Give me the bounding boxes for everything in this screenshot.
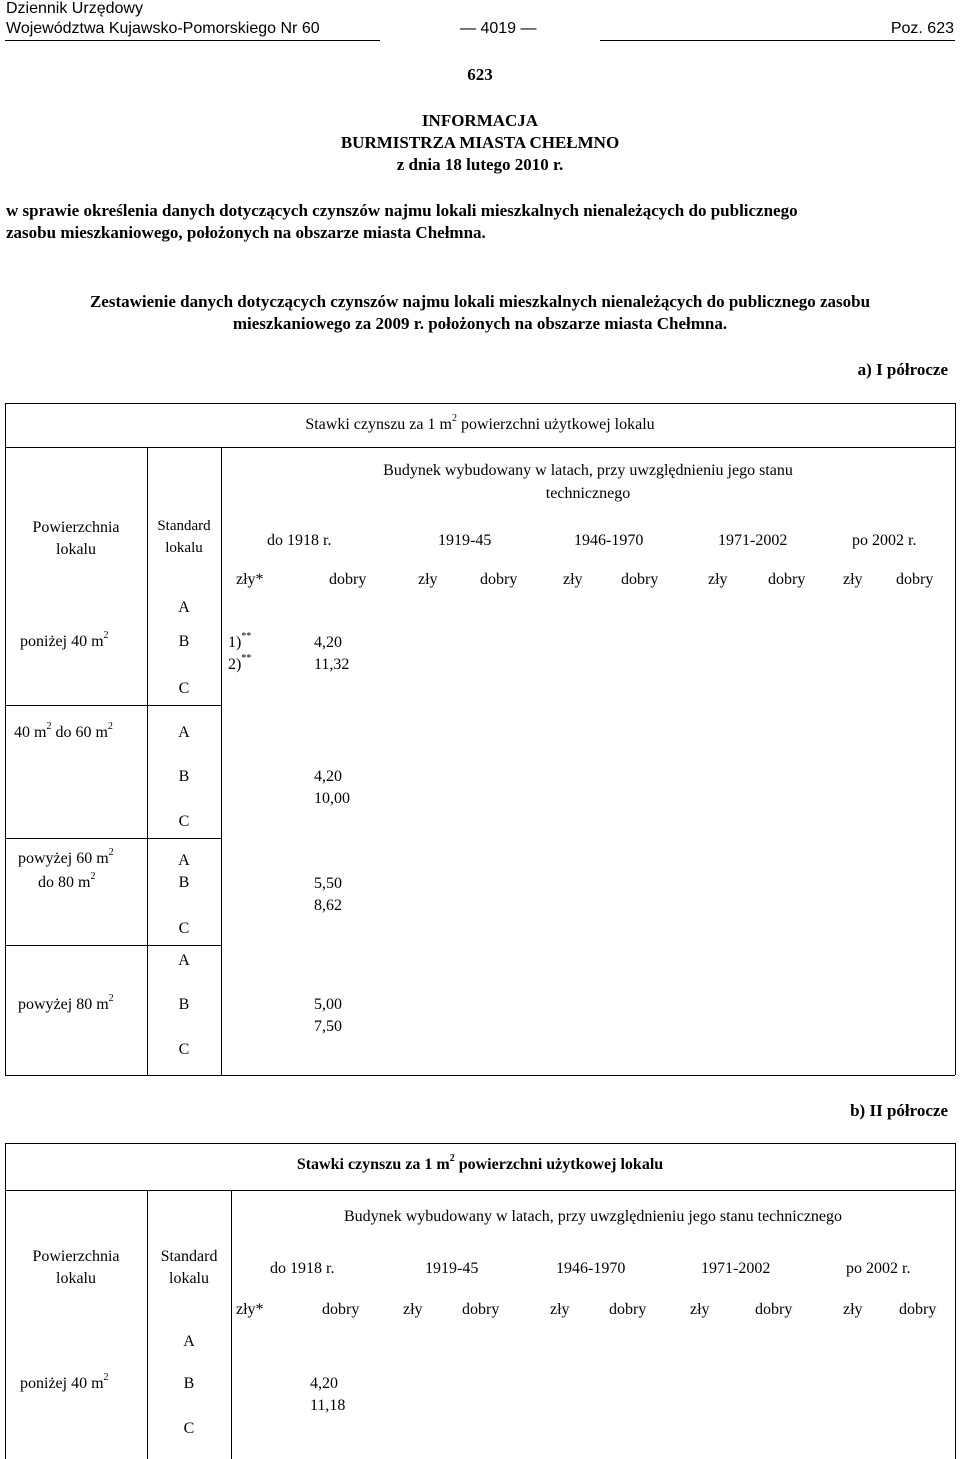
t1-period-4: 1971-2002 xyxy=(718,532,788,549)
t1-period-2: 1919-45 xyxy=(438,532,492,549)
t1-col-area-line1: Powierzchnia xyxy=(32,519,120,536)
t1-condition-3: zły xyxy=(418,571,438,588)
summary-line-2: mieszkaniowego za 2009 r. położonych na obszarze miasta Chełmna. xyxy=(232,314,728,333)
t1-row2-value-b: 4,20 xyxy=(314,768,342,785)
t1-standard-divider xyxy=(221,447,222,1075)
t1-row4-standard-c: C xyxy=(178,1041,190,1058)
t1-row2-standard-b: B xyxy=(178,768,190,785)
t1-col-area-line2: lokalu xyxy=(56,541,96,558)
t1-row4-area: powyżej 80 $m^2$ xyxy=(18,993,114,1013)
t1-row4-standard-b: B xyxy=(178,996,190,1013)
t1-row1-area: poniżej 40 $m^2$ xyxy=(20,630,109,650)
t2-condition-7: zły xyxy=(690,1301,710,1318)
t1-left-border xyxy=(5,403,6,1075)
t2-standard-divider xyxy=(231,1190,232,1459)
t1-building-header-line1: Budynek wybudowany w latach, przy uwzględnieniu jego stanu xyxy=(383,462,793,479)
t1-period-1: do 1918 r. xyxy=(267,532,332,549)
t1-row1-standard-c: C xyxy=(178,680,190,697)
t1-col-standard-line2: lokalu xyxy=(165,540,203,556)
t1-row1-standard-b: B xyxy=(178,633,190,650)
t1-row3-area-line2: do 80 $m^2$ xyxy=(38,871,96,891)
document-date: z dnia 18 lutego 2010 r. xyxy=(396,155,564,174)
t2-period-5: po 2002 r. xyxy=(846,1260,911,1277)
t1-row2-standard-c: C xyxy=(178,813,190,830)
t1-top-border xyxy=(5,403,955,404)
t1-col-standard-line1: Standard xyxy=(157,518,211,534)
t1-condition-4: dobry xyxy=(480,571,518,588)
t2-row1-standard-a: A xyxy=(183,1333,195,1350)
t2-period-1: do 1918 r. xyxy=(270,1260,335,1277)
t1-row3-divider xyxy=(5,945,221,946)
t1-row1-value-c: 11,32 xyxy=(314,656,350,673)
t2-top-border xyxy=(5,1143,955,1144)
t2-condition-2: dobry xyxy=(322,1301,360,1318)
t2-col-area-line1: Powierzchnia xyxy=(32,1248,120,1265)
t2-area-divider xyxy=(147,1190,148,1459)
t2-period-4: 1971-2002 xyxy=(701,1260,771,1277)
t2-building-header: Budynek wybudowany w latach, przy uwzględnieniu jego stanu technicznego xyxy=(343,1208,843,1225)
page-number: — 4019 — xyxy=(460,20,537,37)
t1-row3-standard-a: A xyxy=(178,852,190,869)
t1-row2-value-c: 10,00 xyxy=(314,790,350,807)
t1-row4-value-b: 5,00 xyxy=(314,996,342,1013)
t1-row3-area-line1: powyżej 60 $m^2$ xyxy=(18,847,114,867)
t1-row3-value-b: 5,50 xyxy=(314,875,342,892)
t2-condition-5: zły xyxy=(550,1301,570,1318)
t1-row3-value-c: 8,62 xyxy=(314,897,342,914)
t2-row1-value-c: 11,18 xyxy=(310,1397,346,1414)
t2-row1-standard-b: B xyxy=(183,1375,195,1392)
t2-condition-8: dobry xyxy=(755,1301,793,1318)
t2-condition-10: dobry xyxy=(899,1301,937,1318)
t1-row2-standard-a: A xyxy=(178,724,190,741)
t1-condition-10: dobry xyxy=(896,571,934,588)
t1-period-3: 1946-1970 xyxy=(574,532,644,549)
t1-row2-area: 40 $m^2$ do 60 $m^2$ xyxy=(14,721,113,741)
t1-condition-7: zły xyxy=(708,571,728,588)
document-issuer: BURMISTRZA MIASTA CHEŁMNO xyxy=(340,133,620,152)
t1-note-1: 1)** xyxy=(228,631,252,651)
t1-row1-value-b: 4,20 xyxy=(314,634,342,651)
t1-condition-5: zły xyxy=(563,571,583,588)
t1-right-border xyxy=(955,403,956,1075)
t2-col-area-line2: lokalu xyxy=(56,1270,96,1287)
t2-condition-4: dobry xyxy=(462,1301,500,1318)
subject-line-1: w sprawie określenia danych dotyczących czynszów najmu lokali mieszkalnych nienależących do publicznego xyxy=(6,201,798,220)
t1-row4-value-c: 7,50 xyxy=(314,1018,342,1035)
t2-condition-9: zły xyxy=(843,1301,863,1318)
t2-condition-1: zły* xyxy=(236,1301,264,1318)
document-title: INFORMACJA xyxy=(421,111,539,130)
t2-period-2: 1919-45 xyxy=(425,1260,479,1277)
t1-note-2: 2)** xyxy=(228,653,252,673)
t1-bottom-border xyxy=(5,1075,955,1076)
t2-row1-value-b: 4,20 xyxy=(310,1375,338,1392)
t2-col-standard-line1: Standard xyxy=(160,1248,218,1265)
t1-condition-1: zły* xyxy=(236,571,264,588)
position-number: Poz. 623 xyxy=(890,20,954,37)
t2-condition-6: dobry xyxy=(609,1301,647,1318)
t1-row3-standard-c: C xyxy=(178,920,190,937)
t1-row4-standard-a: A xyxy=(178,952,190,969)
publication-title-line2: Województwa Kujawsko-Pomorskiego Nr 60 xyxy=(6,20,320,37)
t2-condition-3: zły xyxy=(403,1301,423,1318)
subject-line-2: zasobu mieszkaniowego, położonych na obszarze miasta Chełmna. xyxy=(6,223,486,242)
t1-condition-9: zły xyxy=(843,571,863,588)
t2-row1-area: poniżej 40 $m^2$ xyxy=(20,1372,109,1392)
section-label-second-half: b) II półrocze xyxy=(850,1101,948,1120)
t2-col-standard-line2: lokalu xyxy=(169,1270,209,1287)
t1-row1-divider xyxy=(5,705,221,706)
t1-row3-standard-b: B xyxy=(178,874,190,891)
t1-building-header-line2: technicznego xyxy=(545,485,631,502)
section-label-first-half: a) I półrocze xyxy=(857,360,948,379)
publication-title-line1: Dziennik Urzędowy xyxy=(6,0,143,17)
header-rule-gap xyxy=(380,39,600,42)
t1-condition-2: dobry xyxy=(329,571,367,588)
t1-condition-6: dobry xyxy=(621,571,659,588)
t2-left-border xyxy=(5,1143,6,1459)
t1-caption: Stawki czynszu za 1 $m^2$ powierzchni użytkowej lokalu xyxy=(305,413,655,433)
t2-right-border xyxy=(955,1143,956,1459)
summary-line-1: Zestawienie danych dotyczących czynszów najmu lokali mieszkalnych nienależących do publicznego zasobu xyxy=(89,292,871,311)
document-number: 623 xyxy=(467,65,493,84)
t1-condition-8: dobry xyxy=(768,571,806,588)
t1-row2-divider xyxy=(5,838,221,839)
t2-caption: Stawki czynszu za 1 $m^2$ powierzchni użytkowej lokalu xyxy=(296,1153,664,1173)
t1-row1-standard-a: A xyxy=(178,599,190,616)
t2-period-3: 1946-1970 xyxy=(556,1260,626,1277)
t2-row1-standard-c: C xyxy=(183,1420,195,1437)
t1-period-5: po 2002 r. xyxy=(852,532,917,549)
